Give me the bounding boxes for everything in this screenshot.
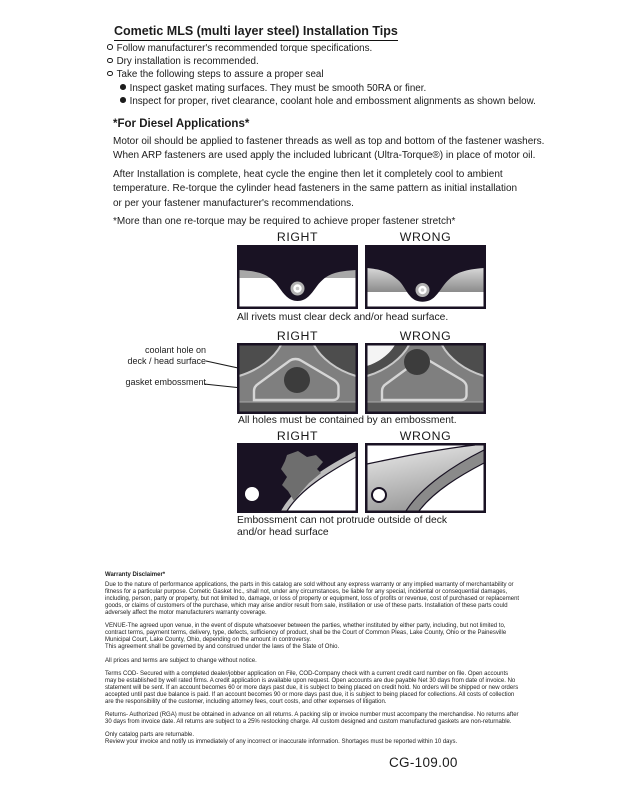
warranty-disclaimer	[105, 572, 521, 746]
disclaimer-heading: Warranty Disclaimer*	[105, 572, 166, 578]
installation-tips-list	[107, 42, 536, 108]
row1-caption: All rivets must clear deck and/or head surface.	[237, 312, 449, 323]
wrong-label-row3: WRONG	[399, 429, 452, 443]
row2-caption: All holes must be contained by an embossment.	[238, 415, 457, 426]
list-item-text: Follow manufacturer's recommended torque specifications.	[116, 43, 373, 54]
gasket-embossment-label: gasket embossment	[125, 377, 206, 387]
sub-list-item	[120, 95, 536, 108]
right-label-row1: RIGHT	[276, 230, 319, 244]
rivet-clearance-wrong-diagram	[365, 245, 486, 309]
coolant-hole-icon	[404, 349, 430, 375]
row3-caption: Embossment can not protrude outside of deck and/or head surface	[237, 515, 448, 538]
coolant-hole-icon	[284, 367, 310, 393]
rivet-icon	[290, 281, 306, 297]
circle-bullet-icon	[107, 71, 113, 77]
disclaimer-prices-line: All prices and terms are subject to change without notice.	[105, 657, 257, 664]
embossment-protrusion-wrong-diagram	[365, 443, 486, 513]
wrong-label-row1: WRONG	[399, 230, 452, 244]
bolt-hole-icon	[372, 488, 386, 502]
embossment-protrusion-right-diagram	[237, 443, 358, 513]
disclaimer-returns-paragraph: Returns- Authorized (RGA) must be obtained in advance on all returns. A packing slip or invoice number must accompany the merchandise. No returns after 30 days from invoice date. All returns are subject to a 25% restocking charge. All custom designed and custom manufactured gaskets are non-returnable.	[105, 712, 519, 725]
list-item-text: Inspect for proper, rivet clearance, coolant hole and embossment alignments as shown below.	[129, 95, 536, 107]
wrong-label-row2: WRONG	[399, 329, 452, 343]
list-item-text: Take the following steps to assure a proper seal	[116, 69, 324, 81]
bolt-hole-icon	[245, 487, 259, 501]
right-label-row3: RIGHT	[276, 429, 319, 443]
embossment-containment-right-diagram	[237, 343, 358, 414]
dot-bullet-icon	[120, 84, 126, 90]
disclaimer-warranty-paragraph: Due to the nature of performance applications, the parts in this catalog are sold without any express warranty or any implied warranty of merchantability or fitness for a particular purpose. Cometic Gasket Inc., shall not, under any circumstances, be liable for any special, incidental or consequential damages, including, person, party or property, but not limited to, damage, or loss of property or equipment, loss of profits or revenue, cost of purchased or replacement goods, or claims of customers of the purchase, which may arise and/or result from sale, instillation or use of these parts. Installation of these parts could adversely affect the motor manufacturers warranty coverage.	[105, 582, 520, 617]
document-code: CG-109.00	[389, 755, 458, 770]
coolant-hole-label: coolant hole on deck / head surface	[127, 345, 206, 366]
disclaimer-terms-paragraph: Terms COD- Secured with a completed dealer/jobber application on File, COD-Company check with a current credit card number on file. Open accounts may be established by well rated firms. A credit application is available upon request. Open accounts are due payable Net 30 days from date of invoice. No statement will be sent. If an account becomes 60 or more days past due, it is subject to being placed on credit hold. No orders will be shipped or new orders accepted until past due balance is paid. If an account becomes 90 or more days past due, it is subject to being placed for collections. All costs of collection are the responsibility of the customer, including attorney fees, court costs, and other expenses of litigation.	[105, 670, 519, 705]
retorque-note: *More than one re-torque may be required to achieve proper fastener stretch*	[113, 216, 456, 227]
rivet-icon	[415, 282, 431, 298]
list-item-text: Inspect gasket mating surfaces. They must be smooth 50RA or finer.	[129, 82, 427, 94]
list-item	[107, 68, 536, 81]
list-item-text: Dry installation is recommended.	[116, 56, 259, 68]
diesel-paragraph-1: Motor oil should be applied to fastener threads as well as top and bottom of the fastener washers. When ARP fasteners are used apply the included lubricant (Ultra-Torque®) in place of motor oil.	[113, 136, 545, 162]
disclaimer-venue-line2: This agreement shall be governed by and construed under the laws of the State of Ohio.	[105, 644, 340, 651]
rivet-clearance-right-diagram	[237, 245, 358, 309]
diesel-section-heading: *For Diesel Applications*	[113, 118, 250, 130]
circle-bullet-icon	[107, 58, 113, 64]
circle-bullet-icon	[107, 44, 113, 50]
right-label-row2: RIGHT	[276, 329, 319, 343]
disclaimer-catalog-line2: Review your invoice and notify us immediately of any incorrect or inaccurate information. Shortages must be reported within 10 days.	[105, 739, 458, 746]
sub-list-item	[120, 82, 536, 95]
disclaimer-catalog-line1: Only catalog parts are returnable.	[105, 732, 195, 739]
dot-bullet-icon	[120, 97, 126, 103]
list-item	[107, 55, 536, 68]
page-title: Cometic MLS (multi layer steel) Installation Tips	[114, 24, 398, 41]
list-item	[107, 42, 536, 55]
disclaimer-venue-paragraph: VENUE-The agreed upon venue, in the event of dispute whatsoever between the parties, whether instituted by either party, including, but not limited to, contract terms, payment terms, delivery, type, defects, sufficiency of product, shall be the Court of Common Pleas, Lake County, Ohio or the Painesville Municipal Court, Lake County, Ohio, depending on the amount in controversy.	[105, 623, 507, 644]
diesel-paragraph-2: After Installation is complete, heat cycle the engine then let it completely cool to ambient temperature. Re-torque the cylinder head fasteners in the same pattern as initial installation or per your fastener manufacturer's recommendations.	[113, 169, 518, 209]
embossment-containment-wrong-diagram	[365, 343, 486, 414]
